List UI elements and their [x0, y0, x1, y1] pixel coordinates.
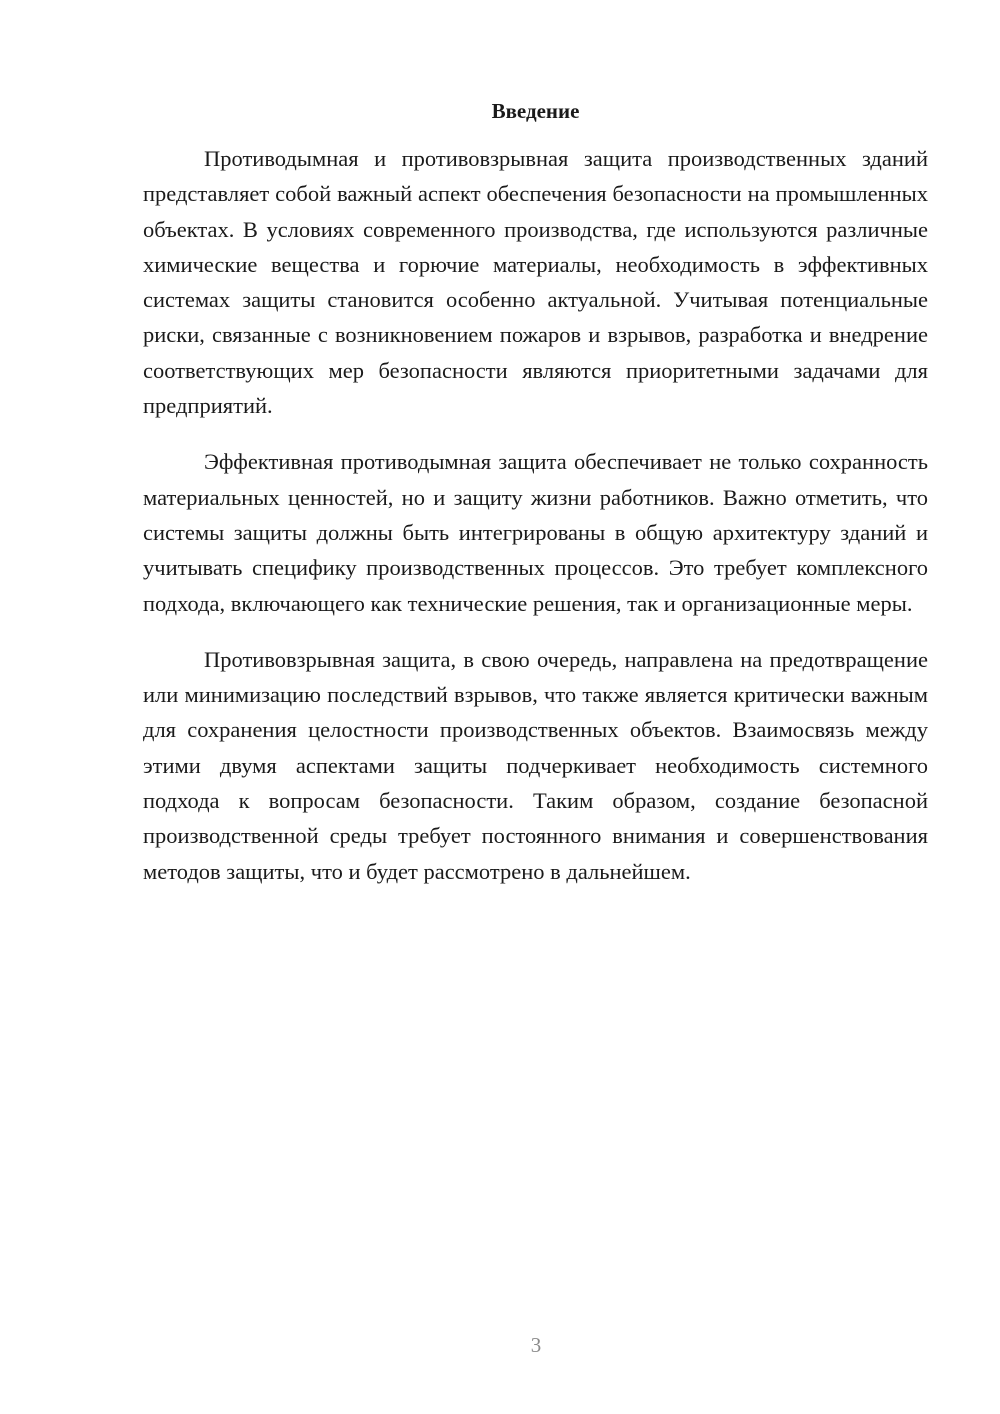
paragraph-2: Эффективная противодымная защита обеспечивает не только сохранность материальных ценностей, но и защиту жизни работников. Важно отметить, что системы защиты должны быть интегрированы в общую архитектуру зданий и учитывать специфику производственных процессов. Это требует комплексного подхода, включающего как технические решения, так и организационные меры. — [143, 449, 928, 616]
paragraph-1: Противодымная и противовзрывная защита производственных зданий представляет собой важный аспект обеспечения безопасности на промышленных объектах. В условиях современного производства, где используются различные химические вещества и горючие материалы, необходимость в эффективных системах защиты становится особенно актуальной. Учитывая потенциальные риски, связанные с возникновением пожаров и взрывов, разработка и внедрение соответствующих мер безопасности являются приоритетными задачами для предприятий. — [143, 146, 928, 419]
page-content — [143, 93, 928, 910]
page-number: 3 — [530, 1333, 542, 1357]
paragraph-3: Противовзрывная защита, в свою очередь, направлена на предотвращение или минимизацию последствий взрывов, что также является критически важным для сохранения целостности производственных объектов. Взаимосвязь между этими двумя аспектами защиты подчеркивает необходимость системного подхода к вопросам безопасности. Таким образом, создание безопасной производственной среды требует постоянного внимания и совершенствования методов защиты, что и будет рассмотрено в дальнейшем. — [143, 646, 928, 884]
section-heading: Введение — [491, 99, 580, 123]
